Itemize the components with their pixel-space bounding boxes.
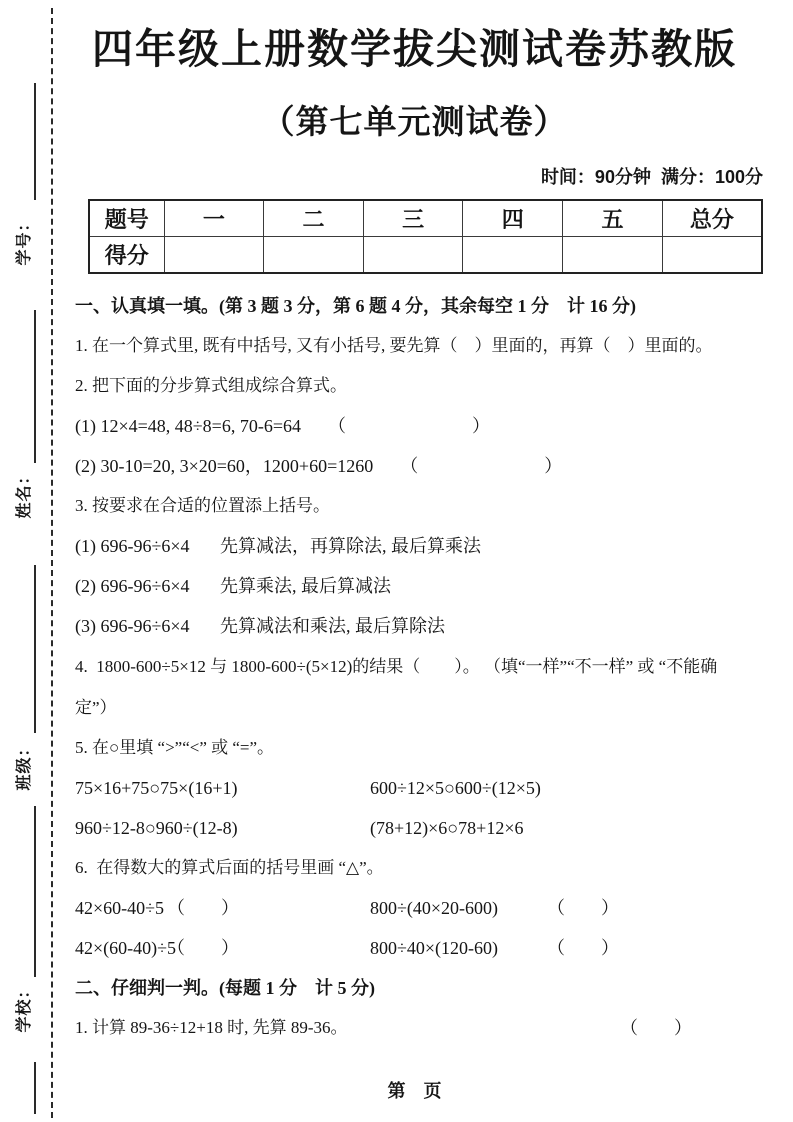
school-label: 学校：	[16, 981, 33, 1033]
q5-row-2-right-formula: (78+12)×6○78+12×6	[370, 818, 524, 838]
q6-row-1-left-answer-blank: （ ）	[167, 898, 239, 918]
question-3-item-1	[66, 526, 763, 566]
paper-title: 四年级上册数学拔尖测试卷苏教版	[92, 26, 737, 72]
q3-item-3-rule: 先算减法和乘法, 最后算除法	[220, 616, 445, 636]
page-footer: 第 页	[387, 1081, 442, 1101]
q5-row-1-left-formula: 75×16+75○75×(16+1)	[75, 778, 238, 798]
score-table-header-row	[89, 200, 762, 237]
exam-time-score-info: 时间：90分钟 满分：100分	[540, 167, 763, 187]
question-1: 1. 在一个算式里, 既有中括号, 又有小括号, 要先算（ ）里面的，再算（ ）里面的。	[75, 336, 713, 355]
question-2-item-2: (2) 30-10=20, 3×20=60，1200+60=1260 （ ）	[75, 456, 563, 476]
section-two-heading: 二、仔细判一判。(每题 1 分 计 5 分)	[75, 978, 375, 998]
class-label: 班级：	[16, 739, 33, 791]
q6-row-1-right-formula: 800÷(40×20-600)	[370, 898, 499, 918]
section-two-question-1	[66, 1008, 763, 1048]
student-number-label: 学号：	[16, 214, 33, 266]
q3-item-2-formula: (2) 696-96÷6×4	[75, 576, 190, 596]
question-3-item-3	[66, 606, 763, 646]
score-cell-empty	[264, 237, 364, 274]
q3-item-1-rule: 先算减法，再算除法, 最后算乘法	[220, 536, 481, 556]
question-3-item-2	[66, 566, 763, 606]
student-number-blank-line	[34, 83, 36, 200]
score-cell-empty	[463, 237, 563, 274]
question-6: 6. 在得数大的算式后面的括号里画 “△”。	[75, 858, 384, 877]
q6-row-2-left-answer-blank: （ ）	[167, 938, 239, 958]
q6-row-1-right-answer-blank: （ ）	[547, 898, 619, 918]
section-one-heading: 一、认真填一填。(第 3 题 3 分，第 6 题 4 分，其余每空 1 分 计 16 分)	[75, 296, 636, 316]
school-blank-line-end	[34, 1062, 36, 1114]
question-3: 3. 按要求在合适的位置添上括号。	[75, 496, 330, 515]
score-cell-empty	[164, 237, 264, 274]
paper-subtitle: （第七单元测试卷）	[261, 103, 568, 140]
q3-item-3-formula: (3) 696-96÷6×4	[75, 616, 190, 636]
seal-dashed-line	[51, 8, 53, 1118]
score-cell-empty	[563, 237, 663, 274]
q3-item-2-rule: 先算乘法, 最后算减法	[220, 576, 391, 596]
q6-row-2-right-formula: 800÷40×(120-60)	[370, 938, 499, 958]
question-6-row-1	[66, 888, 763, 928]
score-table-score-row	[89, 237, 762, 274]
score-table-header-total: 总分	[662, 200, 762, 237]
question-5: 5. 在○里填 “>”“<” 或 “=”。	[75, 738, 275, 757]
name-blank-line	[34, 310, 36, 463]
question-2: 2. 把下面的分步算式组成综合算式。	[75, 376, 347, 395]
question-6-row-2	[66, 928, 763, 968]
paper-content	[66, 0, 763, 1106]
q6-row-2-right-answer-blank: （ ）	[547, 938, 619, 958]
q5-row-1-right-formula: 600÷12×5○600÷(12×5)	[370, 778, 541, 798]
score-table-header-four: 四	[463, 200, 563, 237]
score-table-header-five: 五	[563, 200, 663, 237]
score-table-header-one: 一	[164, 200, 264, 237]
score-table-header-timu: 题号	[89, 200, 164, 237]
school-blank-line	[34, 806, 36, 977]
s2-q1-statement: 1. 计算 89-36÷12+18 时, 先算 89-36。	[75, 1018, 348, 1037]
q5-row-2-left-formula: 960÷12-8○960÷(12-8)	[75, 818, 238, 838]
question-5-row-2	[66, 808, 763, 848]
q6-row-1-left-formula: 42×60-40÷5	[75, 898, 165, 918]
q6-row-2-left-formula: 42×(60-40)÷5	[75, 938, 177, 958]
score-cell-empty	[662, 237, 762, 274]
question-4: 4. 1800-600÷5×12 与 1800-600÷(5×12)的结果（ ）。 （填“一样”“不一样” 或 “不能确定”）	[75, 657, 718, 717]
question-5-row-1	[66, 768, 763, 808]
score-table-header-two: 二	[264, 200, 364, 237]
score-table-header-three: 三	[363, 200, 463, 237]
class-blank-line	[34, 565, 36, 733]
name-label: 姓名：	[16, 467, 33, 519]
q3-item-1-formula: (1) 696-96÷6×4	[75, 536, 190, 556]
s2-q1-judge-blank: （ ）	[620, 1018, 692, 1038]
score-cell-empty	[363, 237, 463, 274]
score-table	[88, 199, 763, 274]
question-2-item-1: (1) 12×4=48, 48÷8=6, 70-6=64 （ ）	[75, 416, 490, 436]
score-row-label: 得分	[89, 237, 164, 274]
